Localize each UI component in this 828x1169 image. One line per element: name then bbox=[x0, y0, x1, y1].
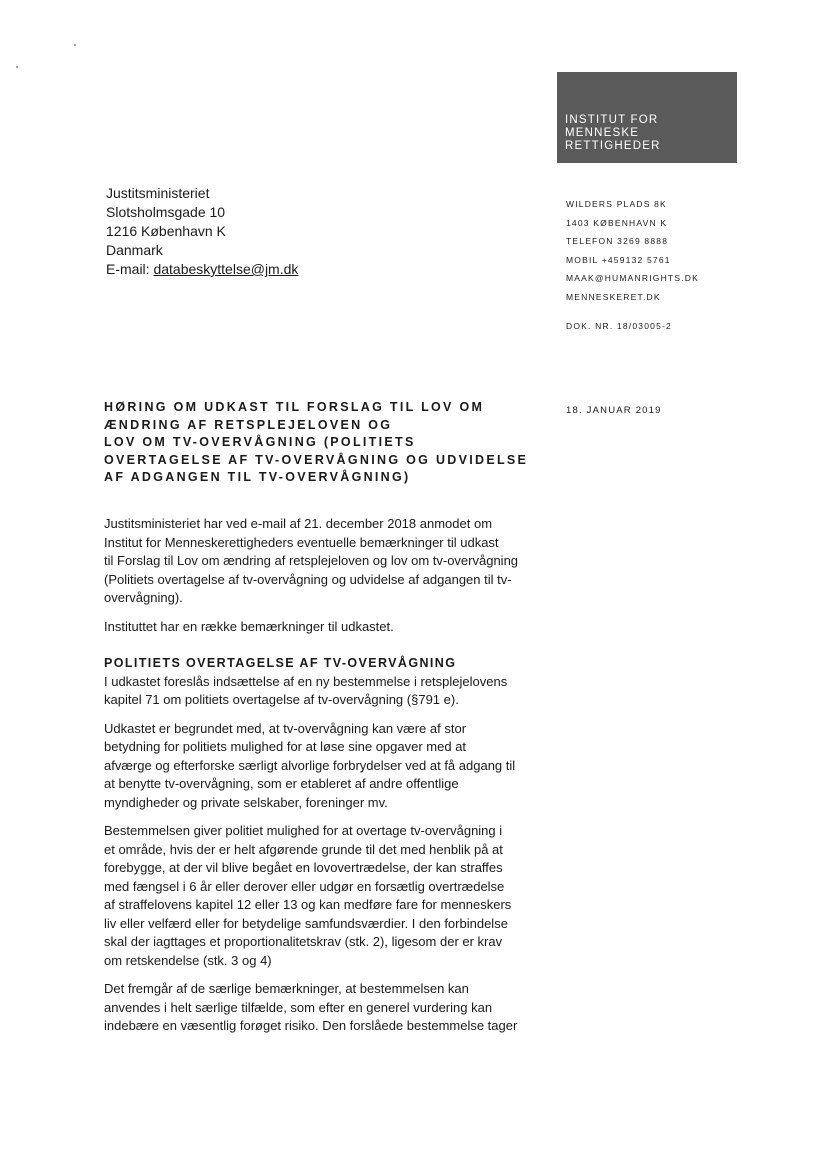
text-line: I udkastet foreslås indsættelse af en ny bestemmelse i retsplejelovens bbox=[104, 673, 508, 689]
sender-address-city: 1403 KØBENHAVN K bbox=[566, 217, 668, 228]
institute-logo bbox=[557, 72, 737, 163]
paragraph-special-remarks bbox=[104, 980, 552, 1036]
text-line: et område, hvis der er helt afgørende grunde til det med henblik på at bbox=[104, 841, 503, 857]
recipient-country: Danmark bbox=[106, 242, 163, 258]
text-line: anvendes i helt særlige tilfælde, som efter en generel vurdering kan bbox=[104, 999, 493, 1015]
text-line: Det fremgår af de særlige bemærkninger, at bestemmelsen kan bbox=[104, 981, 469, 996]
text-line: Instituttet har en række bemærkninger til udkastet. bbox=[104, 618, 394, 634]
logo-line: RETTIGHEDER bbox=[565, 140, 661, 152]
paragraph-justification bbox=[104, 720, 552, 813]
text-line: indebære en væsentlig forøget risiko. Den forslåede bestemmelse tager bbox=[104, 1018, 518, 1033]
text-line: (Politiets overtagelse af tv-overvågning og udvidelse af adgangen til tv- bbox=[104, 571, 512, 587]
text-line: kapitel 71 om politiets overtagelse af tv-overvågning (§791 e). bbox=[104, 692, 459, 707]
document-number: DOK. NR. 18/03005-2 bbox=[566, 321, 672, 331]
text-line: betydning for politiets mulighed for at løse sine opgaver med at bbox=[104, 739, 467, 754]
text-line: overvågning). bbox=[104, 590, 183, 605]
paragraph-proposal bbox=[104, 673, 552, 710]
text-line: liv eller velfærd eller for betydelige samfundsværdier. I den forbindelse bbox=[104, 915, 508, 931]
sender-phone: TELEFON 3269 8888 bbox=[566, 236, 669, 246]
sender-website: MENNESKERET.DK bbox=[566, 291, 661, 302]
text-line: om retskendelse (stk. 3 og 4) bbox=[104, 952, 272, 968]
text-line: forebygge, at der vil blive begået en lovovertrædelse, der kan straffes bbox=[104, 860, 503, 875]
text-line: at benytte tv-overvågning, som er etableret af andre offentlige bbox=[104, 776, 459, 791]
logo-text bbox=[565, 114, 661, 153]
subject-line: OVERTAGELSE AF TV-OVERVÅGNING OG UDVIDELSE bbox=[104, 452, 529, 467]
text-line: myndigheder og private selskaber, foreninger mv. bbox=[104, 794, 388, 810]
logo-line: INSTITUT FOR bbox=[565, 114, 659, 126]
subject-line: HØRING OM UDKAST TIL FORSLAG TIL LOV OM bbox=[104, 400, 485, 414]
email-link[interactable]: databeskyttelse@jm.dk bbox=[153, 261, 299, 277]
text-line: Institut for Menneskerettigheders eventuelle bemærkninger til udkast bbox=[104, 534, 499, 550]
subject-line: AF ADGANGEN TIL TV-OVERVÅGNING) bbox=[104, 470, 411, 484]
text-line: skal der iagttages et proportionalitetskrav (stk. 2), ligesom der er krav bbox=[104, 934, 503, 949]
text-line: Bestemmelsen giver politiet mulighed for at overtage tv-overvågning i bbox=[104, 823, 503, 838]
sender-contact bbox=[566, 195, 699, 306]
text-line: med fængsel i 6 år eller derover eller udgør en forsætlig overtrædelse bbox=[104, 878, 505, 894]
email-label: E-mail: bbox=[106, 261, 154, 277]
text-line: afværge og efterforske særligt alvorlige forbrydelser ved at få adgang til bbox=[104, 757, 516, 773]
recipient-name: Justitsministeriet bbox=[106, 185, 210, 201]
subject-heading bbox=[104, 399, 544, 487]
sender-address-street: WILDERS PLADS 8K bbox=[566, 199, 667, 209]
scan-speck bbox=[16, 66, 18, 68]
paragraph-remarks bbox=[104, 618, 552, 637]
paragraph-provision bbox=[104, 822, 552, 970]
recipient-address bbox=[106, 184, 298, 279]
text-line: til Forslag til Lov om ændring af retsplejeloven og lov om tv-overvågning bbox=[104, 553, 519, 568]
text-line: Udkastet er begrundet med, at tv-overvågning kan være af stor bbox=[104, 720, 467, 736]
recipient-email-row bbox=[106, 260, 298, 279]
section-heading: POLITIETS OVERTAGELSE AF TV-OVERVÅGNING bbox=[104, 656, 457, 670]
scan-speck bbox=[74, 44, 76, 46]
subject-line: LOV OM TV-OVERVÅGNING (POLITIETS bbox=[104, 435, 416, 449]
logo-line: MENNESKE bbox=[565, 127, 640, 139]
letter-body bbox=[104, 515, 552, 1046]
subject-line: ÆNDRING AF RETSPLEJELOVEN OG bbox=[104, 417, 393, 432]
sender-email: MAAK@HUMANRIGHTS.DK bbox=[566, 273, 699, 283]
text-line: Justitsministeriet har ved e-mail af 21. december 2018 anmodet om bbox=[104, 516, 493, 531]
recipient-street: Slotsholmsgade 10 bbox=[106, 204, 226, 220]
recipient-city: 1216 København K bbox=[106, 223, 226, 239]
sender-mobile: MOBIL +459132 5761 bbox=[566, 254, 671, 265]
paragraph-intro bbox=[104, 515, 552, 608]
letter-date: 18. JANUAR 2019 bbox=[566, 405, 662, 416]
text-line: af straffelovens kapitel 12 eller 13 og kan medføre fare for menneskers bbox=[104, 897, 512, 912]
